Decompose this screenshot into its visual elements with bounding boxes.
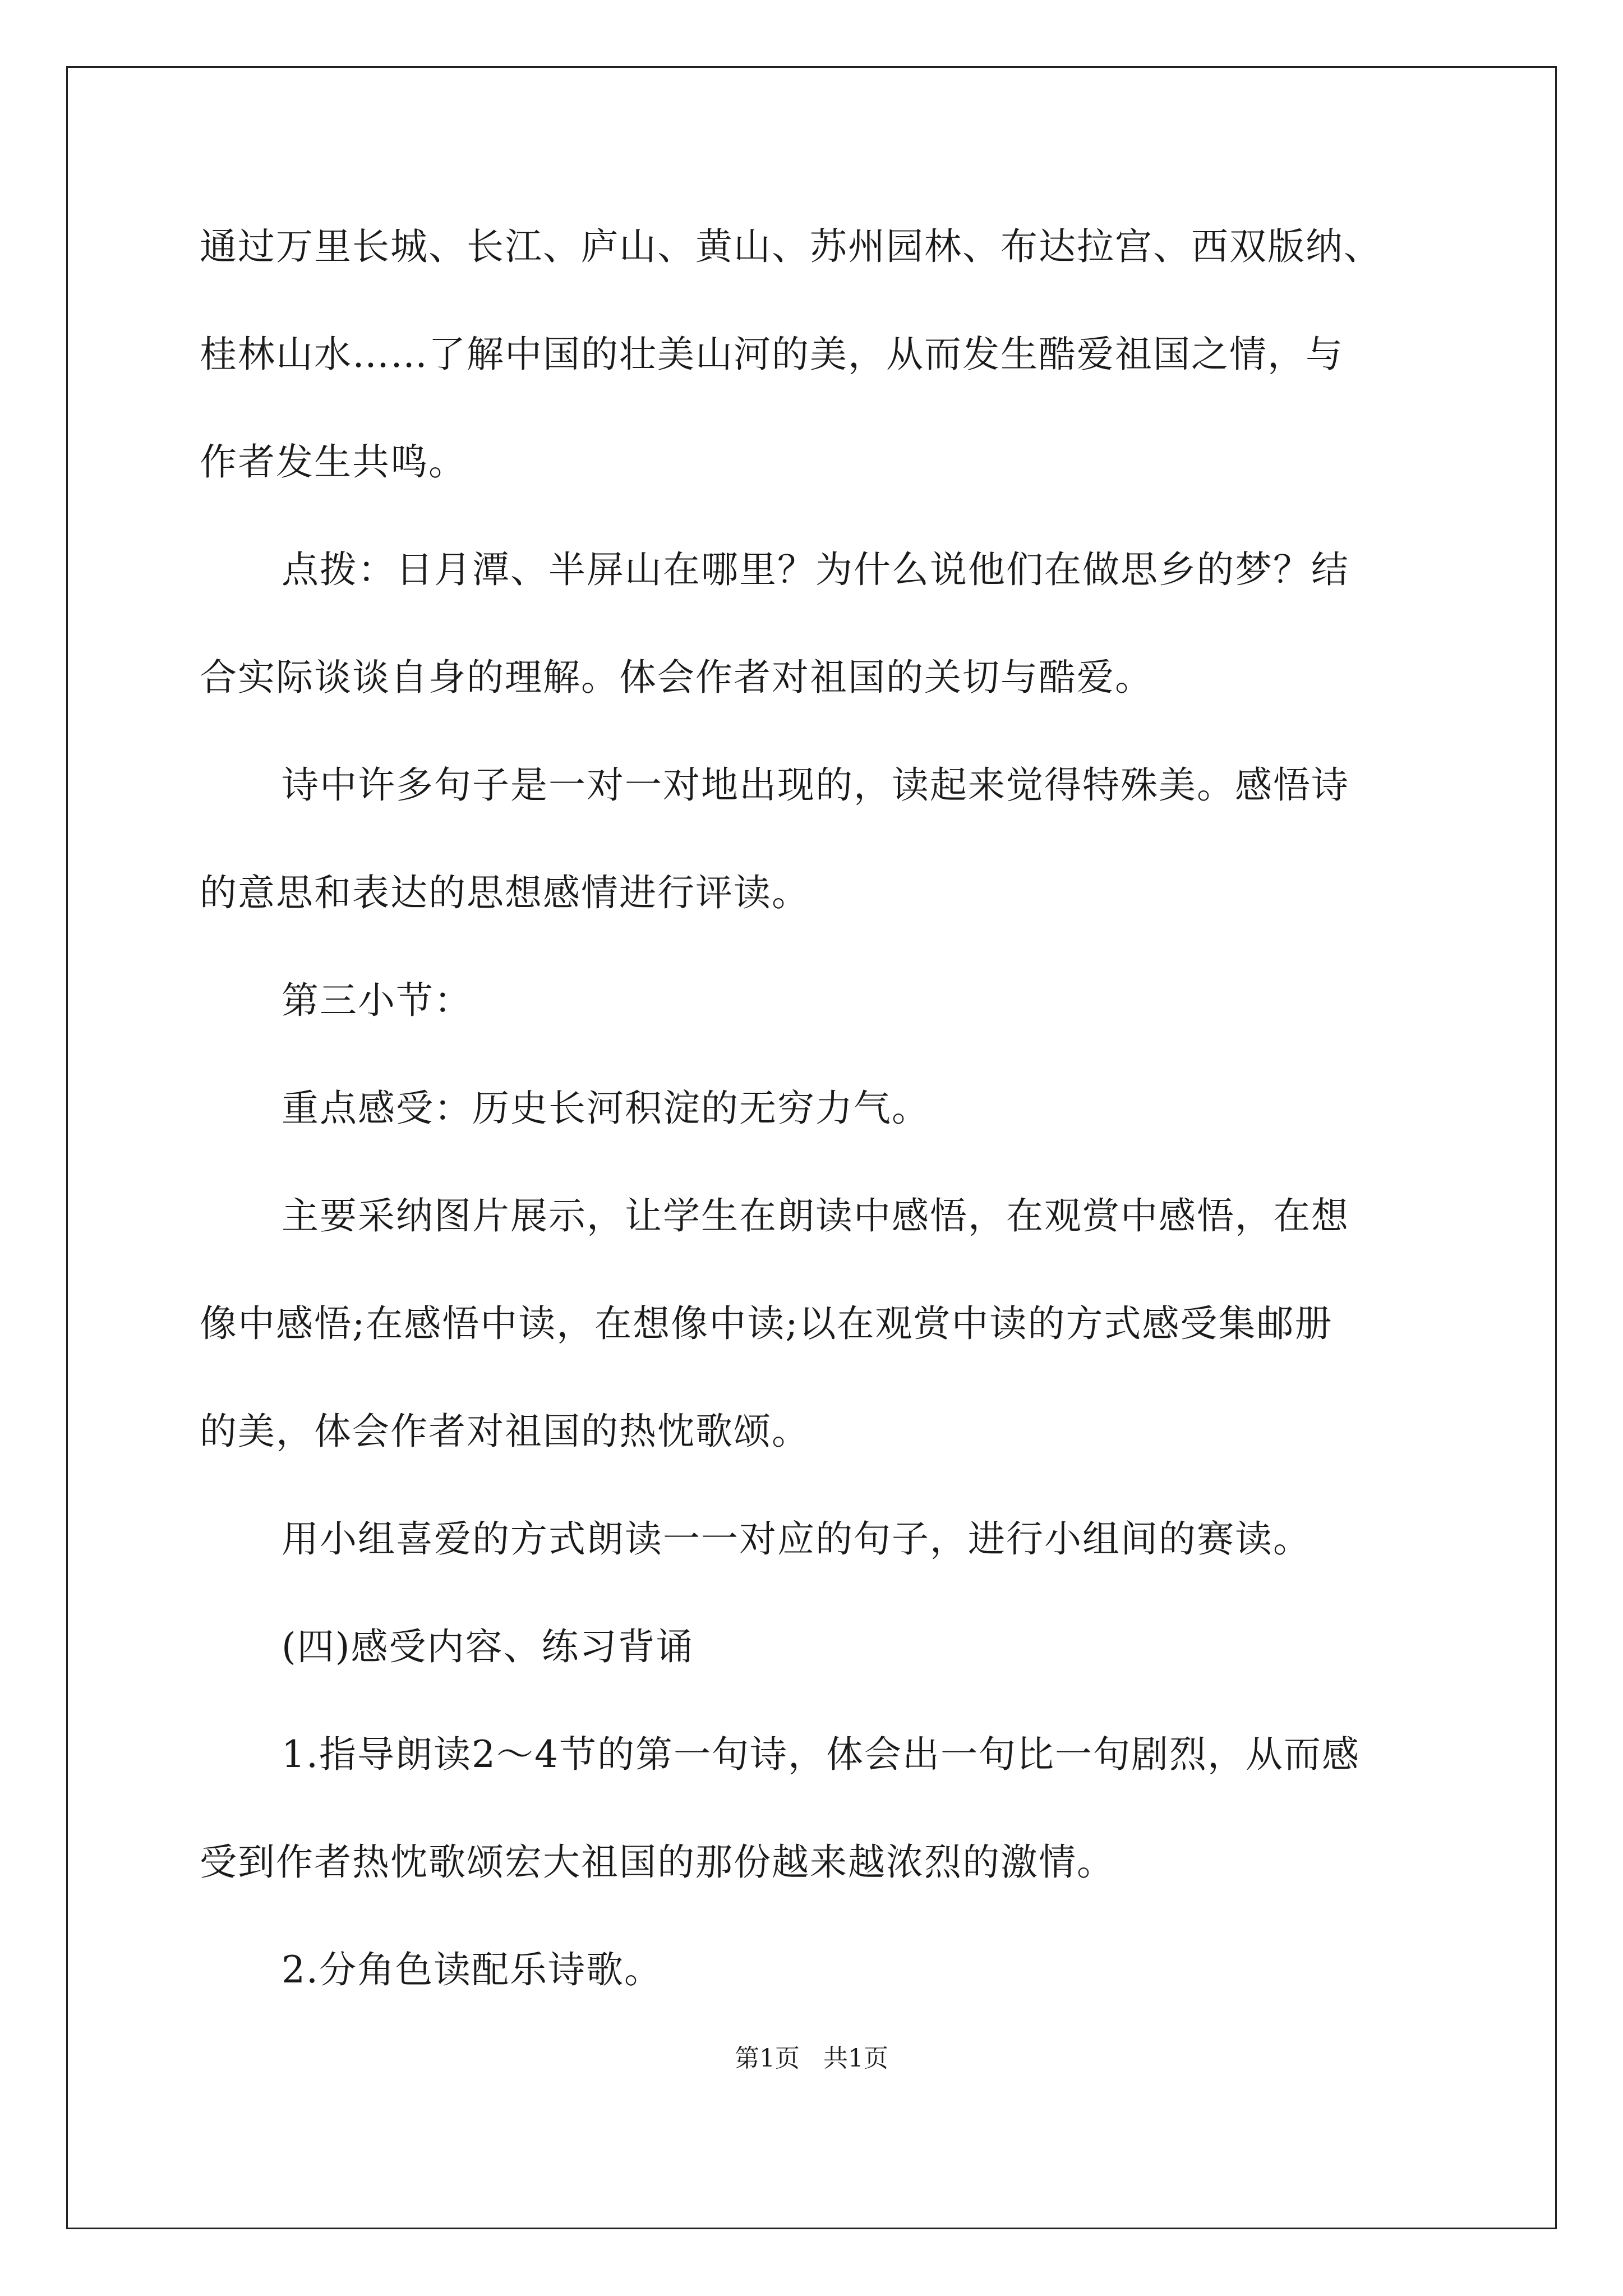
text-line: 受到作者热忱歌颂宏大祖国的那份越来越浓烈的激情。: [200, 1841, 1115, 1884]
page-number: 第1页: [735, 2044, 800, 2073]
list-item: 1.指导朗读2～4节的第一句诗，体会出一句比一句剧烈，从而感: [282, 1733, 1360, 1776]
text-line: 桂林山水……了解中国的壮美山河的美，从而发生酷爱祖国之情，与: [200, 333, 1344, 376]
text-line: 像中感悟;在感悟中读，在想像中读;以在观赏中读的方式感受集邮册: [200, 1302, 1333, 1345]
paragraph-start: 点拨：日月潭、半屏山在哪里？为什么说他们在做思乡的梦？结: [282, 548, 1349, 591]
text-line: 的美，体会作者对祖国的热忱歌颂。: [200, 1410, 810, 1453]
paragraph-start: 重点感受：历史长河积淀的无穷力气。: [282, 1087, 930, 1130]
list-item: 2.分角色读配乐诗歌。: [282, 1948, 662, 1991]
section-heading: 第三小节：: [282, 979, 472, 1022]
text-line: 合实际谈谈自身的理解。体会作者对祖国的关切与酷爱。: [200, 656, 1153, 699]
text-line: 通过万里长城、长江、庐山、黄山、苏州园林、布达拉宫、西双版纳、: [200, 225, 1382, 268]
text-line: 作者发生共鸣。: [200, 440, 467, 484]
page-total: 共1页: [823, 2044, 888, 2073]
page-border: [66, 66, 1557, 2229]
paragraph-start: 用小组喜爱的方式朗读一一对应的句子，进行小组间的赛读。: [282, 1517, 1311, 1561]
text-line: 的意思和表达的思想感情进行评读。: [200, 871, 810, 914]
section-heading: (四)感受内容、练习背诵: [282, 1625, 694, 1668]
paragraph-start: 诗中许多句子是一对一对地出现的，读起来觉得特殊美。感悟诗: [282, 763, 1349, 807]
paragraph-start: 主要采纳图片展示，让学生在朗读中感悟，在观赏中感悟，在想: [282, 1194, 1349, 1237]
page-footer: [0, 2042, 1623, 2076]
